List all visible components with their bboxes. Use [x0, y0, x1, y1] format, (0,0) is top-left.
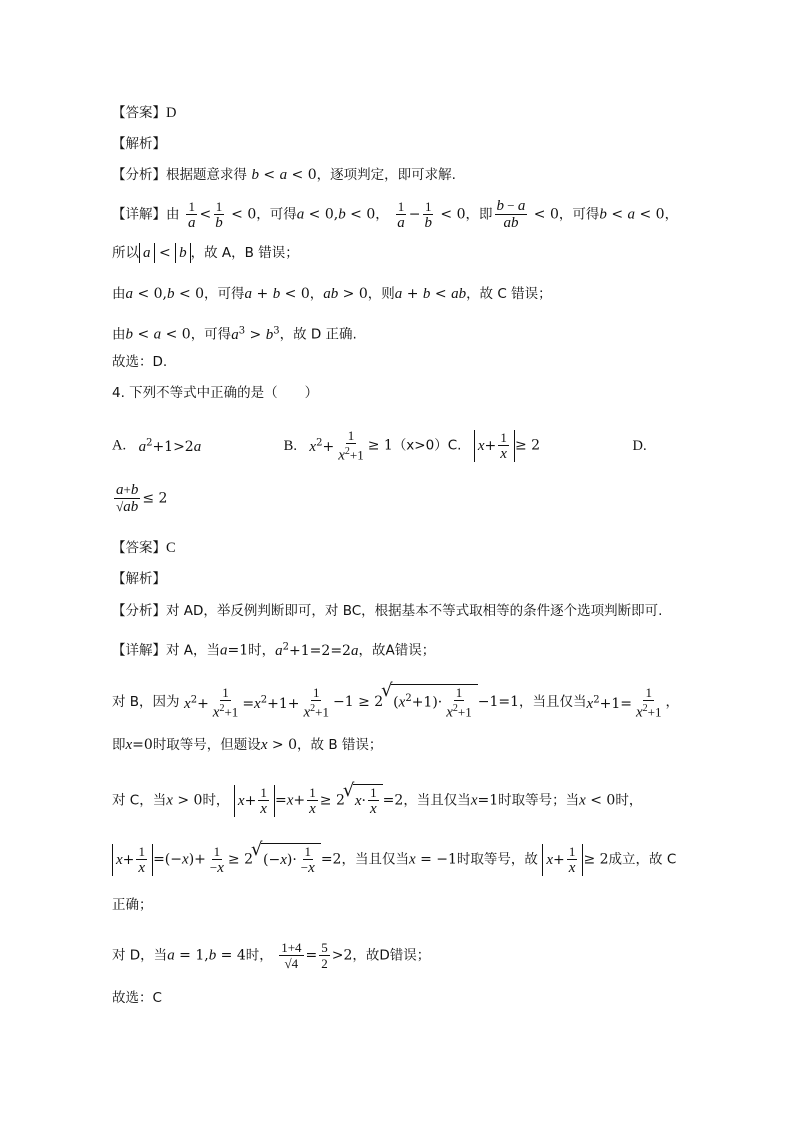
q4-stem	[112, 383, 318, 403]
fenxi-text-2: ，逐项判定，即可求解.	[316, 167, 456, 183]
text: 正确；	[112, 897, 153, 913]
text: 即	[112, 737, 126, 753]
text: 对 B，因为	[112, 694, 180, 711]
text: ，可得	[190, 326, 232, 343]
text: ，故 B 错误；	[297, 737, 383, 753]
answer-tag: 【答案】	[112, 105, 166, 121]
text: ，即	[465, 206, 493, 223]
text: 由	[166, 206, 180, 223]
text: ，当且仅当	[403, 792, 471, 809]
text: 时，	[248, 642, 276, 659]
text: 故选：C	[112, 990, 162, 1006]
text: 由	[112, 286, 126, 302]
text: ，	[375, 206, 389, 223]
text: ，故 C 错误；	[466, 286, 552, 302]
option-b-cond: （x>0）C.	[392, 437, 462, 454]
option-d-label: D.	[632, 437, 647, 454]
option-a-expr: $a^2+1>2a$	[138, 437, 202, 456]
analysis-tag: 【解析】	[112, 571, 166, 587]
q3-fenxi-line	[112, 165, 456, 185]
text: 时，	[615, 792, 643, 809]
q4-analysis-line	[112, 569, 166, 589]
text: 时取等号，但题设	[152, 737, 261, 753]
fraction: $\frac{1}{x^2+1}$	[338, 428, 364, 464]
fraction: $\frac{1}{b}$	[424, 198, 432, 231]
text: ，故 A，B 错误；	[190, 245, 299, 261]
q4-line-a: 【详解】对 A，当a=1时，$a^2+1=2=2a$，故A错误；	[112, 641, 436, 659]
q3-conclusion	[112, 352, 167, 372]
text: ，	[309, 286, 324, 302]
text: ，	[664, 206, 679, 223]
text: ，故A错误；	[358, 642, 436, 659]
text: 时，	[202, 792, 230, 809]
analysis-tag: 【解析】	[112, 136, 166, 152]
q3-line-4: 由b < a < 0，可得$a^3 > b^3$，故 D 正确.	[112, 325, 357, 343]
option-b-label: B.	[283, 437, 297, 454]
option-d-expr: $\frac{a+b}{√ab}$ ≤ 2	[116, 482, 168, 515]
q4-options-line: A. $a^2+1>2a$ B. $x^2+$ $\frac{1}{x^2+1}$ ≥ 1（x>0）C. x+ $\frac{1}{x}$ ≥ 2 D.	[112, 428, 647, 464]
option-a-label: A.	[112, 437, 127, 454]
text: 成立，故 C	[608, 851, 677, 868]
q3-analysis-line	[112, 134, 166, 154]
xiangjie-tag: 【详解】	[112, 642, 166, 659]
q4-line-d: 对 D，当a = 1,b = 4时， $\frac{1+4}{√4}$ = $\frac{5}{2}$ >2，故D错误；	[112, 940, 431, 971]
q4-fenxi-line	[112, 601, 662, 621]
fraction: $\frac{1}{a}$	[187, 198, 196, 231]
text: 时取等号；当	[498, 792, 580, 809]
text: ，可得	[204, 286, 245, 302]
answer-value: D	[166, 105, 177, 121]
q4-conclusion	[112, 988, 162, 1008]
q3-line-3: 由a < 0,b < 0，可得a + b < 0，ab > 0，则a + b < ab，故 C 错误；	[112, 286, 552, 302]
text: ，可得	[558, 206, 600, 223]
text: ，可得	[256, 206, 297, 223]
q4-line-c: 对 C，当x > 0时， x+ $\frac{1}{x}$ =x+ $\frac{1}{x}$ ≥ 2√ x· $\frac{1}{x}$ =2，当且仅当x=1时取等号；当x < 0时，	[112, 784, 642, 817]
q4-line-c2: x+ $\frac{1}{x}$ =(−x)+ $\frac{1}{-x}$ ≥ 2√ (−x)· $\frac{1}{-x}$ =2，当且仅当x = −1时取等号，故 x+ $\frac{1}{x}$ ≥ 2成立，故 C	[112, 843, 676, 876]
text: ，则	[367, 286, 395, 302]
text: ，故 D 正确.	[279, 326, 357, 343]
option-b-expr: $x^2+$	[309, 437, 335, 456]
q3-answer-line	[112, 103, 176, 123]
text: ，	[665, 694, 679, 711]
text: 时，	[245, 947, 273, 964]
fraction: $\frac{a+b}{√ab}$	[116, 482, 139, 515]
text: ，当且仅当	[341, 851, 409, 868]
text: ，故D错误；	[352, 947, 431, 964]
q3-xiangjie-line: 【详解】由 $\frac{1}{a}$ < $\frac{1}{b}$ < 0，可得a < 0,b < 0， $\frac{1}{a}$ − $\frac{1}{b}$ < 0，即 $\frac{b - a}{ab}$ < 0，可得b < a < 0，	[112, 198, 679, 231]
fraction: $\frac{1}{b}$	[215, 198, 223, 231]
fenxi-text: 对 AD，举反例判断即可，对 BC，根据基本不等式取相等的条件逐个选项判断即可.	[166, 603, 663, 619]
q3-line-2: 所以 a < b ，故 A，B 错误；	[112, 245, 299, 261]
fenxi-tag: 【分析】	[112, 167, 166, 183]
text: 由	[112, 326, 126, 343]
text: 对 A，当	[166, 642, 221, 659]
text: 时取等号，故	[456, 851, 538, 868]
text: 对 C，当	[112, 792, 167, 809]
text: 所以	[112, 245, 139, 261]
question-stem: 4. 下列不等式中正确的是（ ）	[112, 385, 319, 401]
fraction: $\frac{1}{a}$	[397, 198, 405, 231]
q4-answer-line	[112, 538, 176, 558]
q4-line-c3	[112, 895, 153, 915]
fraction: $\frac{b - a}{ab}$	[496, 198, 526, 231]
q4-line-b2: 即x=0时取等号，但题设x > 0，故 B 错误；	[112, 737, 383, 753]
text: ，当且仅当	[519, 694, 587, 711]
answer-value: C	[166, 540, 176, 556]
fenxi-text: 根据题意求得	[166, 167, 247, 183]
q4-line-b: 对 B，因为 $x^2+$ $\frac{1}{x^2+1}$ $=x^2+1+$ $\frac{1}{x^2+1}$ −1 ≥ 2√ $(x^2+1)\cdot$ $\frac{1}{x^2+1}$ −1=1，当且仅当$x^2+1=$ $\frac{1}{x^2+1}$ ，	[112, 684, 679, 720]
fenxi-tag: 【分析】	[112, 603, 166, 619]
math-expr: b < a < 0	[251, 167, 317, 183]
text: 对 D，当	[112, 947, 168, 964]
text: 故选：D.	[112, 354, 168, 370]
answer-tag: 【答案】	[112, 540, 166, 556]
xiangjie-tag: 【详解】	[112, 206, 166, 223]
option-c-expr: x+ $\frac{1}{x}$	[474, 430, 515, 462]
